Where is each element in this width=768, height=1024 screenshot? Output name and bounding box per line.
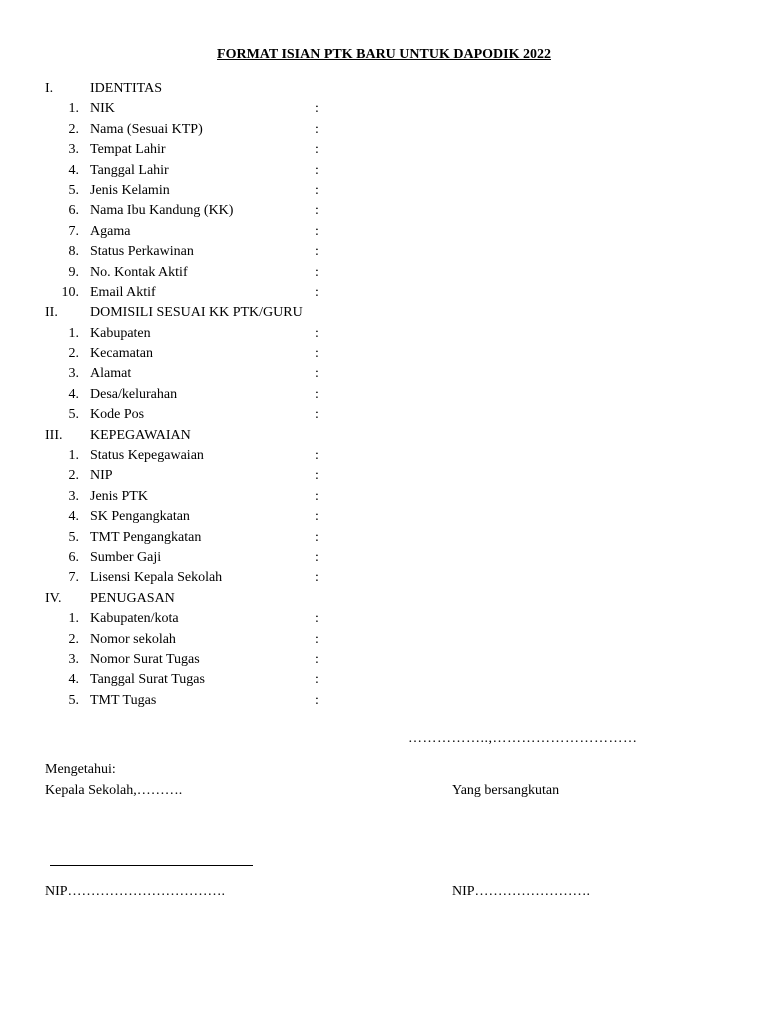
field-colon: : [315,101,319,117]
field-colon: : [315,366,319,382]
field-number: 5. [68,182,79,198]
field-colon: : [315,488,319,504]
field-label: NIP [90,468,113,484]
field-label: Kabupaten [90,325,151,341]
field-label: Sumber Gaji [90,549,162,565]
field-colon: : [315,386,319,402]
field-colon: : [315,529,319,545]
form-field-row [0,609,768,629]
field-colon: : [315,142,319,158]
form-field-row [0,222,768,242]
form-field-row [0,670,768,690]
form-field-row [0,344,768,364]
field-number: 7. [68,223,79,239]
field-colon: : [315,570,319,586]
field-number: 5. [68,407,79,423]
field-number: 4. [68,386,79,402]
field-colon: : [315,692,319,708]
section-heading [0,79,768,99]
form-field-row [0,466,768,486]
field-label: TMT Pengangkatan [90,529,202,545]
section-number: I. [45,81,54,96]
field-label: Nomor Surat Tugas [90,651,200,667]
field-label: Status Perkawinan [90,244,194,260]
field-label: Lisensi Kepala Sekolah [90,570,223,586]
field-number: 1. [68,325,79,341]
form-field-row [0,446,768,466]
field-number: 1. [68,611,79,627]
field-number: 6. [68,203,79,219]
form-field-row [0,242,768,262]
field-colon: : [315,468,319,484]
field-number: 5. [68,692,79,708]
form-field-row [0,650,768,670]
place-date-line: ……………..,………………………… [408,731,638,746]
field-number: 9. [68,264,79,280]
field-number: 5. [68,529,79,545]
field-label: No. Kontak Aktif [90,264,188,280]
field-number: 4. [68,509,79,525]
form-field-row [0,181,768,201]
field-colon: : [315,346,319,362]
field-colon: : [315,223,319,239]
acknowledged-label: Mengetahui: [45,762,116,777]
form-field-row [0,263,768,283]
field-label: Status Kepegawaian [90,448,204,464]
section-number: IV. [45,590,62,606]
section-title: PENUGASAN [90,590,175,606]
field-label: Nomor sekolah [90,631,176,647]
field-number: 6. [68,549,79,565]
field-number: 3. [68,366,79,382]
field-colon: : [315,325,319,341]
field-label: NIK [90,101,115,117]
form-field-row [0,385,768,405]
form-field-row [0,161,768,181]
field-label: Tanggal Surat Tugas [90,672,205,688]
field-colon: : [315,672,319,688]
field-number: 10. [61,284,79,300]
form-field-row [0,487,768,507]
field-colon: : [315,651,319,667]
field-colon: : [315,407,319,423]
field-number: 1. [68,101,79,117]
form-field-row [0,568,768,588]
field-label: Alamat [90,366,132,382]
section-number: III. [45,427,63,443]
field-colon: : [315,162,319,178]
form-field-row [0,140,768,160]
field-label: Nama (Sesuai KTP) [90,121,203,137]
field-number: 2. [68,631,79,647]
field-number: 8. [68,244,79,260]
principal-nip: NIP……………………………. [45,884,226,899]
form-field-row [0,120,768,140]
form-field-row [0,630,768,650]
field-number: 1. [68,448,79,464]
field-number: 2. [68,121,79,137]
field-number: 3. [68,142,79,158]
field-number: 7. [68,570,79,586]
field-colon: : [315,121,319,137]
field-colon: : [315,549,319,565]
section-heading [0,303,768,323]
field-colon: : [315,448,319,464]
document-title: FORMAT ISIAN PTK BARU UNTUK DAPODIK 2022 [217,47,551,62]
form-field-row [0,528,768,548]
field-label: Agama [90,223,131,239]
section-number: II. [45,305,58,321]
field-label: Kode Pos [90,407,145,423]
field-label: Kecamatan [90,346,153,362]
field-colon: : [315,509,319,525]
form-field-row [0,201,768,221]
field-label: Tempat Lahir [90,142,166,158]
field-colon: : [315,182,319,198]
field-label: Kabupaten/kota [90,611,179,627]
field-label: Email Aktif [90,284,156,300]
concerned-party-label: Yang bersangkutan [452,783,560,798]
form-field-row [0,364,768,384]
section-title: IDENTITAS [90,81,162,96]
field-colon: : [315,203,319,219]
field-label: Jenis PTK [90,488,148,504]
field-label: Nama Ibu Kandung (KK) [90,203,234,219]
form-field-row [0,283,768,303]
section-heading [0,426,768,446]
field-number: 4. [68,162,79,178]
field-number: 4. [68,672,79,688]
section-heading [0,589,768,609]
field-label: Desa/kelurahan [90,386,178,402]
section-title: KEPEGAWAIAN [90,427,191,443]
field-colon: : [315,284,319,300]
field-colon: : [315,631,319,647]
field-colon: : [315,611,319,627]
field-number: 2. [68,346,79,362]
form-field-row [0,548,768,568]
field-label: Jenis Kelamin [90,182,170,198]
form-field-row [0,507,768,527]
section-title: DOMISILI SESUAI KK PTK/GURU [90,305,303,321]
field-colon: : [315,244,319,260]
form-field-row [0,324,768,344]
field-label: SK Pengangkatan [90,509,190,525]
field-colon: : [315,264,319,280]
principal-label: Kepala Sekolah,………. [45,783,183,798]
field-label: Tanggal Lahir [90,162,169,178]
form-field-row [0,691,768,711]
concerned-party-nip: NIP……………………. [452,884,591,899]
form-body [0,79,768,711]
signature-line [50,865,253,866]
form-field-row [0,405,768,425]
field-number: 3. [68,488,79,504]
field-number: 2. [68,468,79,484]
field-label: TMT Tugas [90,692,157,708]
form-field-row [0,99,768,119]
field-number: 3. [68,651,79,667]
